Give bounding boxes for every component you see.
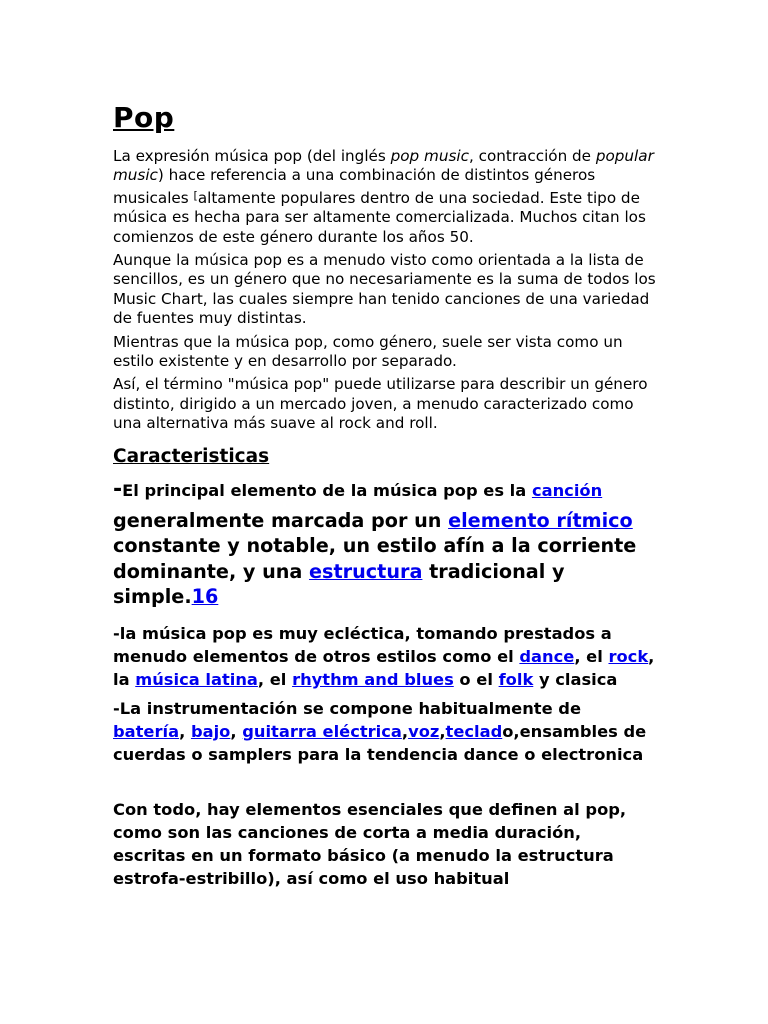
link-teclado[interactable]: teclad: [445, 721, 503, 741]
link-ref-16[interactable]: 16: [191, 585, 219, 609]
feature-text: , el: [257, 669, 293, 689]
intro-paragraph-4: Así, el término "música pop" puede utilizarse para describir un género distinto, dirigido a un mercado joven, a menudo caracterizado como una alternativa más suave al rock and roll.: [113, 375, 648, 433]
feature-text: generalmente marcada por un: [113, 508, 449, 532]
link-guitarra-electrica[interactable]: guitarra eléctrica: [242, 721, 402, 741]
feature-text: ,: [401, 721, 409, 741]
link-folk[interactable]: folk: [498, 669, 534, 689]
link-estructura[interactable]: estructura: [309, 559, 423, 583]
feature-paragraph-1: [113, 478, 658, 610]
link-elemento-ritmico[interactable]: elemento rítmico: [448, 508, 633, 532]
intro-text: La expresión música pop (del inglés: [113, 147, 391, 165]
section-heading: Caracteristicas: [113, 445, 270, 467]
feature-text: ,: [230, 721, 243, 741]
link-cancion[interactable]: canción: [531, 480, 603, 500]
feature-paragraph-2: [113, 622, 658, 691]
link-dance[interactable]: dance: [519, 646, 575, 666]
feature-text: y clasica: [533, 669, 618, 689]
intro-italic-term: pop music: [390, 147, 469, 165]
link-voz[interactable]: voz: [408, 721, 440, 741]
feature-text: -La instrumentación se compone habitualmente de: [113, 698, 581, 718]
intro-text: , contracción de: [468, 147, 596, 165]
intro-paragraph-3: Mientras que la música pop, como género, suele ser vista como un estilo existente y en desarrollo por separado.: [113, 332, 623, 371]
feature-text: , la: [113, 646, 655, 689]
link-rock[interactable]: rock: [608, 646, 649, 666]
feature-text: constante y notable, un estilo afín a la corriente dominante, y una: [113, 534, 637, 583]
closing-paragraph: Con todo, hay elementos esenciales que definen al pop, como son las canciones de corta a media duración, escritas en un formato básico (a menudo la estructura estrofa-estribillo), así como el uso habitual: [113, 799, 627, 888]
link-rhythm-and-blues[interactable]: rhythm and blues: [292, 669, 454, 689]
feature-text: tradicional y simple.: [113, 559, 565, 609]
document-page: [113, 96, 658, 890]
feature-text: , el: [574, 646, 609, 666]
link-bateria[interactable]: batería: [113, 721, 180, 741]
dash-marker: -: [113, 476, 123, 502]
feature-text: o el: [453, 669, 499, 689]
page-title: Pop: [113, 101, 175, 134]
intro-italic-term: popular music: [113, 147, 654, 185]
link-musica-latina[interactable]: música latina: [135, 669, 258, 689]
citation-bracket: [: [193, 188, 198, 202]
link-bajo[interactable]: bajo: [190, 721, 231, 741]
feature-text: ,: [439, 721, 446, 741]
intro-text: altamente populares dentro de una sociedad. Este tipo de música es hecha para ser altamente comercializada. Muchos citan los comienzos de este género durante los años 50.: [113, 188, 646, 246]
feature-text: o,ensambles de cuerdas o samplers para la tendencia dance o electronica: [113, 721, 647, 764]
intro-text: ) hace referencia a una combinación de distintos géneros musicales: [113, 166, 596, 207]
feature-paragraph-3: [113, 697, 658, 766]
feature-text: ,: [179, 721, 191, 741]
intro-paragraph-2: Aunque la música pop es a menudo visto como orientada a la lista de sencillos, es un género que no necesariamente es la suma de todos los Music Chart, las cuales siempre han tenido canciones de una variedad de fuentes muy distintas.: [113, 251, 656, 328]
intro-paragraph-1: [113, 147, 658, 247]
feature-text: El principal elemento de la música pop es la: [122, 480, 532, 500]
feature-text: -la música pop es muy ecléctica, tomando prestados a menudo elementos de otros estilos como el: [113, 623, 612, 666]
